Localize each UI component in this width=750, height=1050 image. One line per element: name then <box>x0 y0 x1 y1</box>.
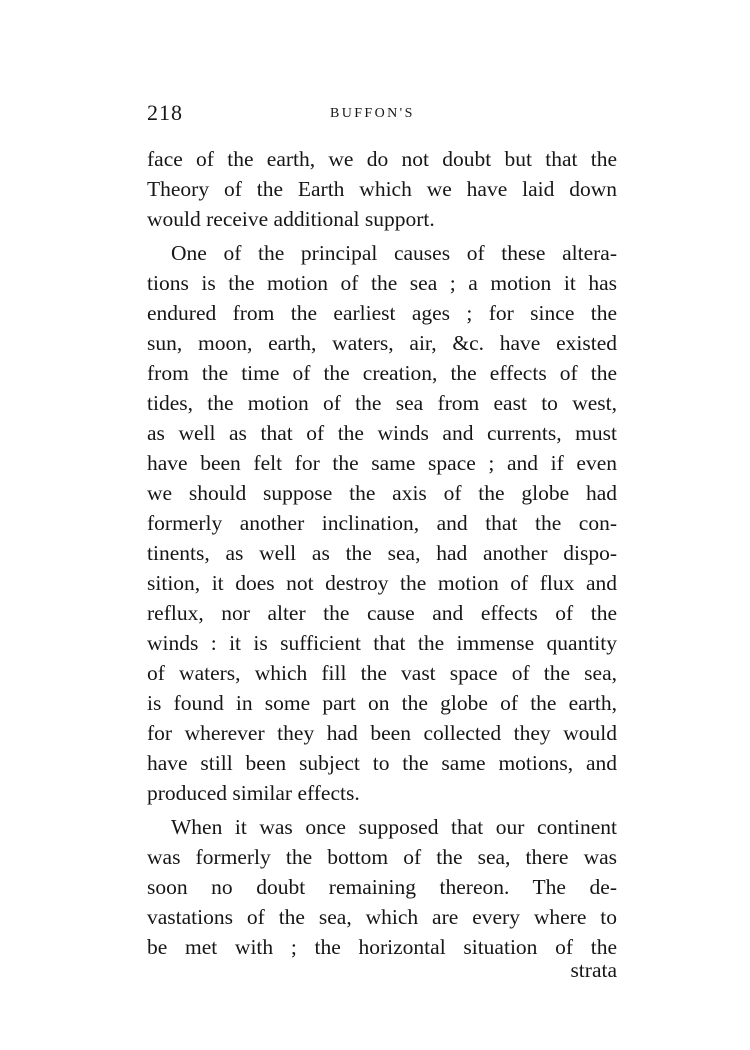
text-line: winds : it is sufficient that the immense quantity <box>147 631 617 655</box>
text-line: tinents, as well as the sea, had another dispo- <box>147 541 617 565</box>
text-line: for wherever they had been collected they would <box>147 721 617 745</box>
text-line: Theory of the Earth which we have laid down <box>147 177 617 201</box>
text-line: soon no doubt remaining thereon. The de- <box>147 875 617 899</box>
text-line: reflux, nor alter the cause and effects of the <box>147 601 617 625</box>
page-header <box>147 100 617 130</box>
text-line: sun, moon, earth, waters, air, &c. have existed <box>147 331 617 355</box>
running-head: BUFFON'S <box>330 106 415 121</box>
text-line: formerly another inclination, and that the con- <box>147 511 617 535</box>
paragraph-2 <box>147 238 617 808</box>
text-line-last: would receive additional support. <box>147 207 435 231</box>
paragraph-3 <box>147 812 617 962</box>
text-line: have been felt for the same space ; and if even <box>147 451 617 475</box>
text-line: tions is the motion of the sea ; a motion it has <box>147 271 617 295</box>
text-line: as well as that of the winds and currents, must <box>147 421 617 445</box>
text-line-first: When it was once supposed that our continent <box>171 815 617 839</box>
text-line-last: produced similar effects. <box>147 781 360 805</box>
text-line: we should suppose the axis of the globe had <box>147 481 617 505</box>
text-line-first: One of the principal causes of these altera- <box>171 241 617 265</box>
text-line: of waters, which fill the vast space of the sea, <box>147 661 617 685</box>
text-line: sition, it does not destroy the motion of flux and <box>147 571 617 595</box>
body-text <box>147 144 617 962</box>
text-line: have still been subject to the same motions, and <box>147 751 617 775</box>
paragraph-1 <box>147 144 617 234</box>
text-line: tides, the motion of the sea from east to west, <box>147 391 617 415</box>
text-line: be met with ; the horizontal situation of the <box>147 935 617 959</box>
page-number: 218 <box>147 100 183 125</box>
text-line: endured from the earliest ages ; for since the <box>147 301 617 325</box>
text-line: face of the earth, we do not doubt but that the <box>147 147 617 171</box>
text-line: is found in some part on the globe of the earth, <box>147 691 617 715</box>
text-line: from the time of the creation, the effects of the <box>147 361 617 385</box>
text-line: was formerly the bottom of the sea, there was <box>147 845 617 869</box>
catchword: strata <box>570 958 617 982</box>
text-line: vastations of the sea, which are every where to <box>147 905 617 929</box>
